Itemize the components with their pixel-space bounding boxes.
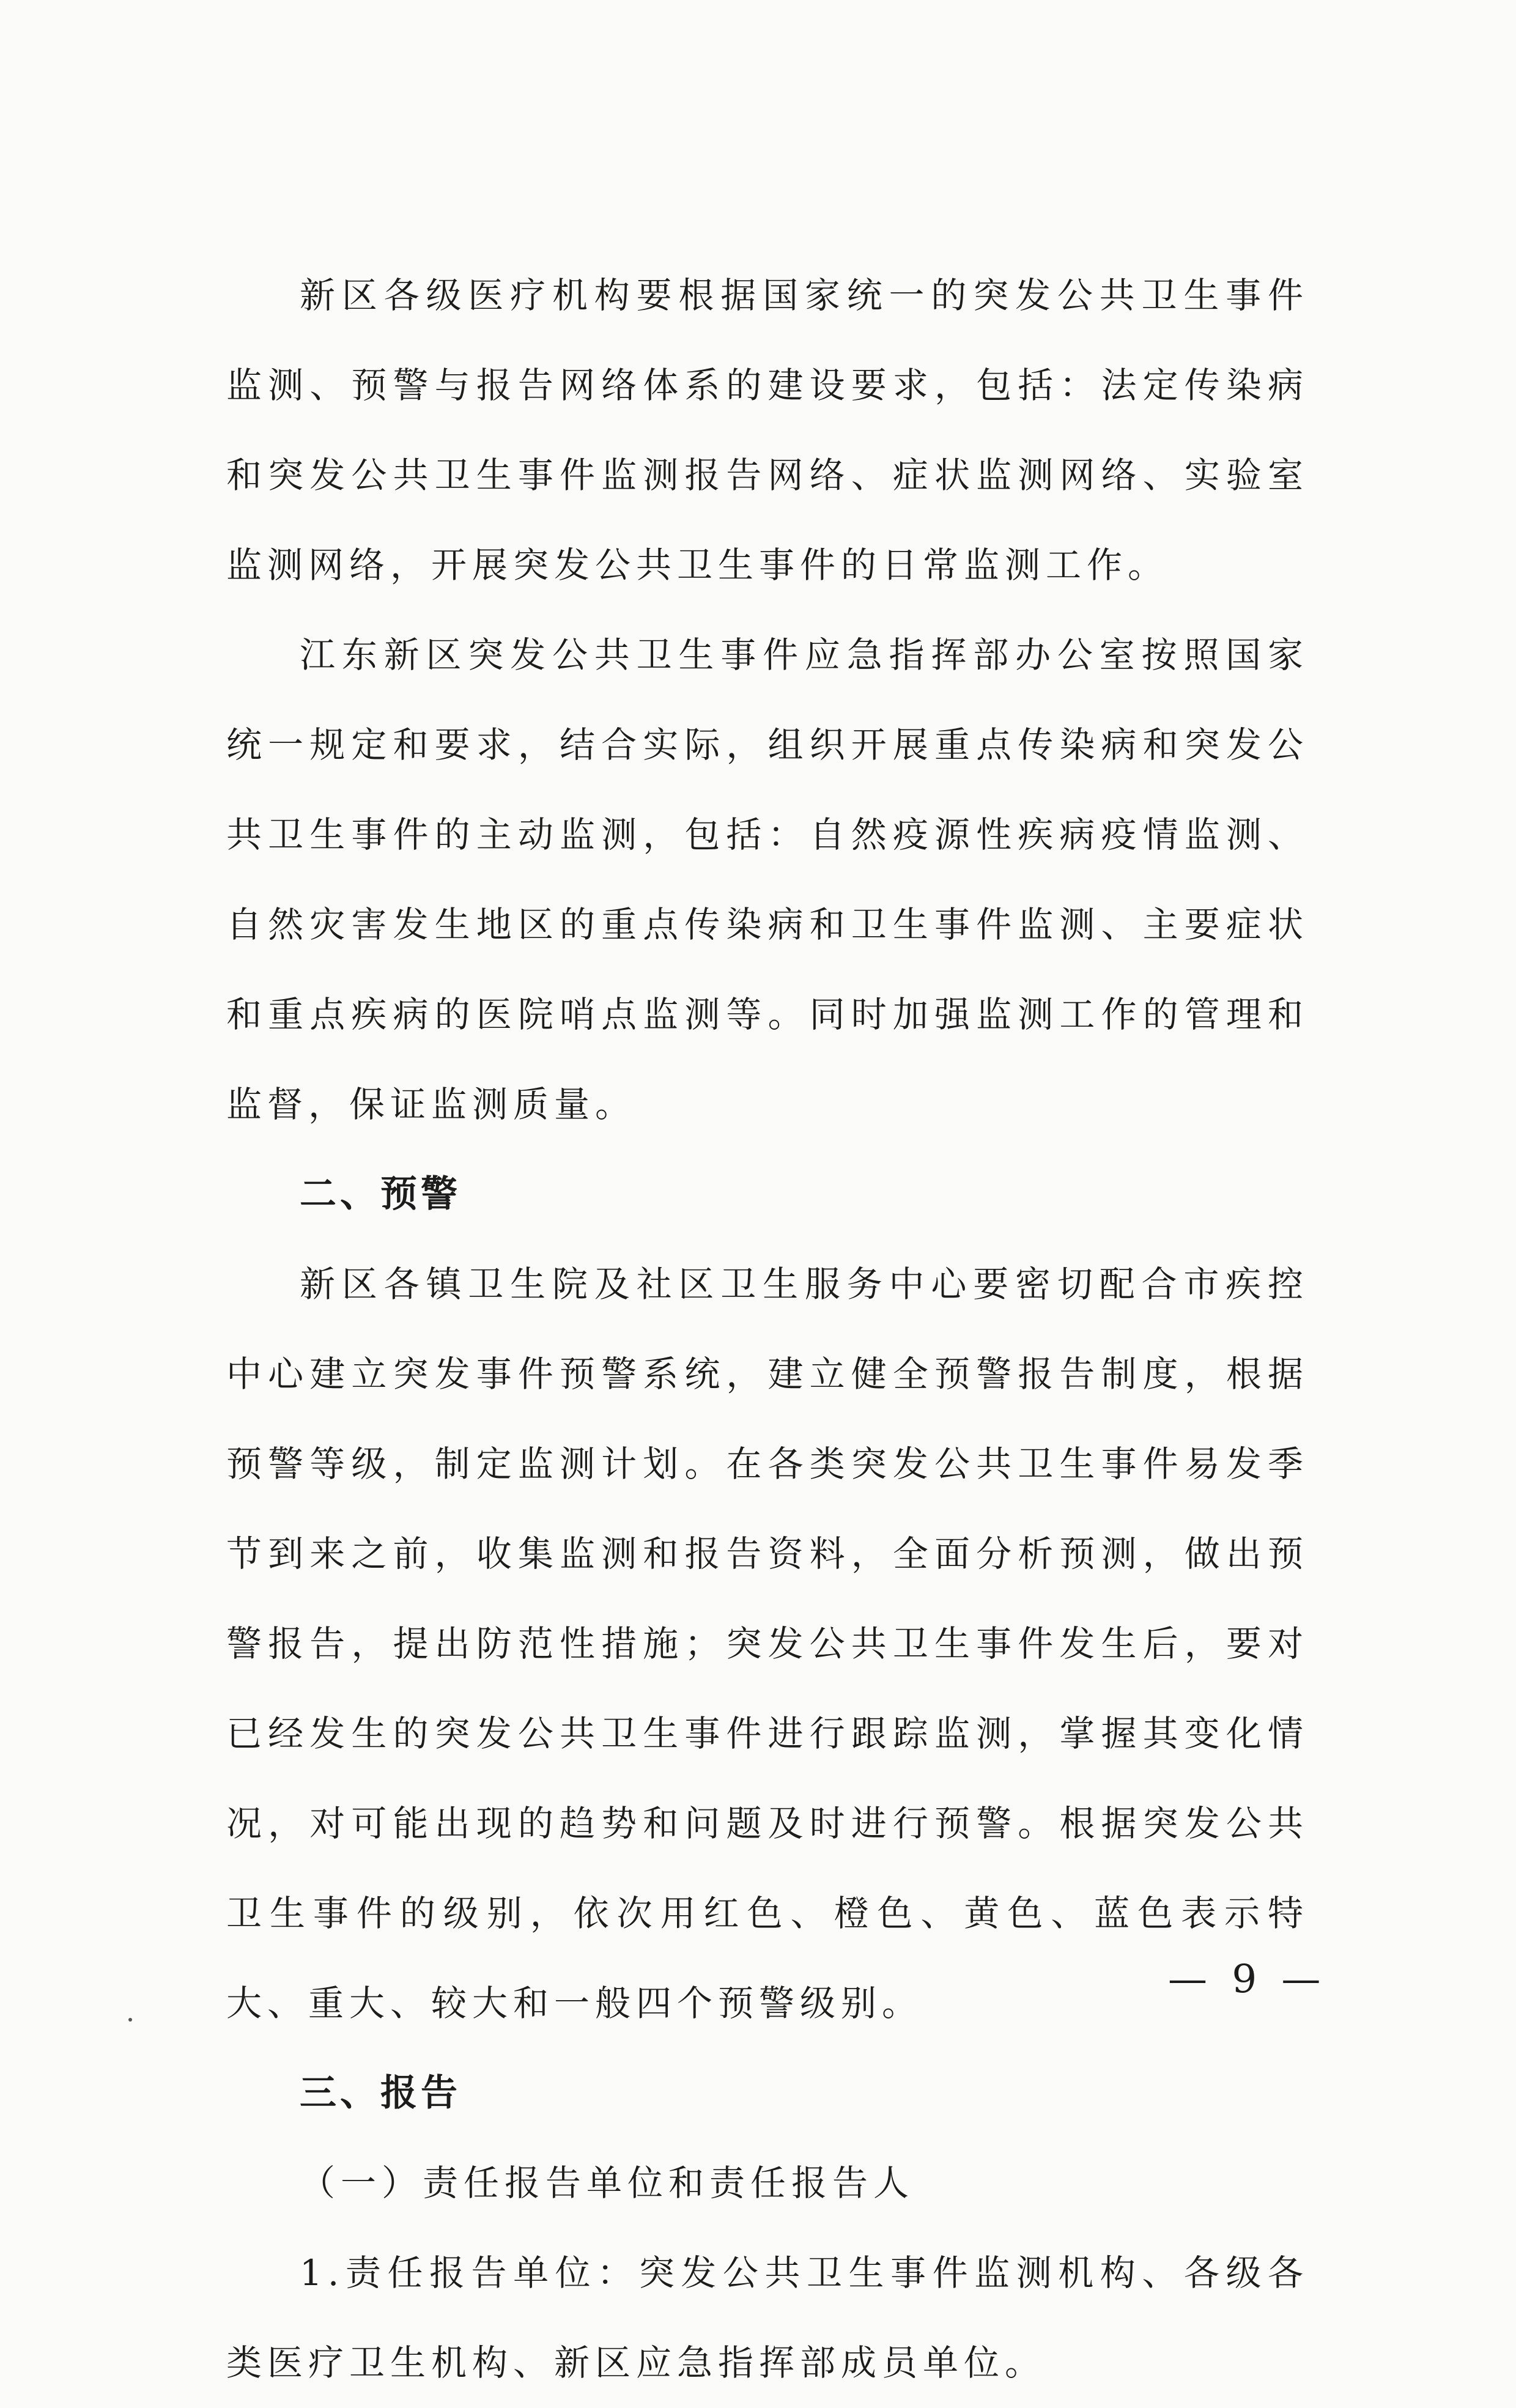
section-heading-report: 三、报告 (300, 2072, 461, 2114)
paragraph-active-monitoring: 江东新区突发公共卫生事件应急指挥部办公室按照国家统一规定和要求，结合实际，组织开展重点传染病和突发公共卫生事件的主动监测，包括：自然疫源性疾病疫情监测、自然灾害发生地区的重点传染病和卫生事件监测、主要症状和重点疾病的医院哨点监测等。同时加强监测工作的管理和监督，保证监测质量。 (226, 634, 1309, 1125)
paragraph-monitoring-network: 新区各级医疗机构要根据国家统一的突发公共卫生事件监测、预警与报告网络体系的建设要求，包括：法定传染病和突发公共卫生事件监测报告网络、症状监测网络、实验室监测网络，开展突发公共卫生事件的日常监测工作。 (226, 275, 1309, 586)
document-body (226, 251, 1309, 2408)
paragraph-warning-system: 新区各镇卫生院及社区卫生服务中心要密切配合市疾控中心建立突发事件预警系统，建立健全预警报告制度，根据预警等级，制定监测计划。在各类突发公共卫生事件易发季节到来之前，收集监测和报告资料，全面分析预测，做出预警报告，提出防范性措施；突发公共卫生事件发生后，要对已经发生的突发公共卫生事件进行跟踪监测，掌握其变化情况，对可能出现的趋势和问题及时进行预警。根据突发公共卫生事件的级别，依次用红色、橙色、黄色、蓝色表示特大、重大、较大和一般四个预警级别。 (226, 1263, 1309, 2024)
subsection-heading-responsible-units: （一）责任报告单位和责任报告人 (300, 2162, 915, 2204)
page-number: — 9 — (1168, 1957, 1327, 2002)
paragraph-responsible-units: 1.责任报告单位：突发公共卫生事件监测机构、各级各类医疗卫生机构、新区应急指挥部成员单位。 (226, 2252, 1309, 2384)
scan-speck (128, 2018, 132, 2022)
section-heading-warning: 二、预警 (300, 1173, 461, 1216)
